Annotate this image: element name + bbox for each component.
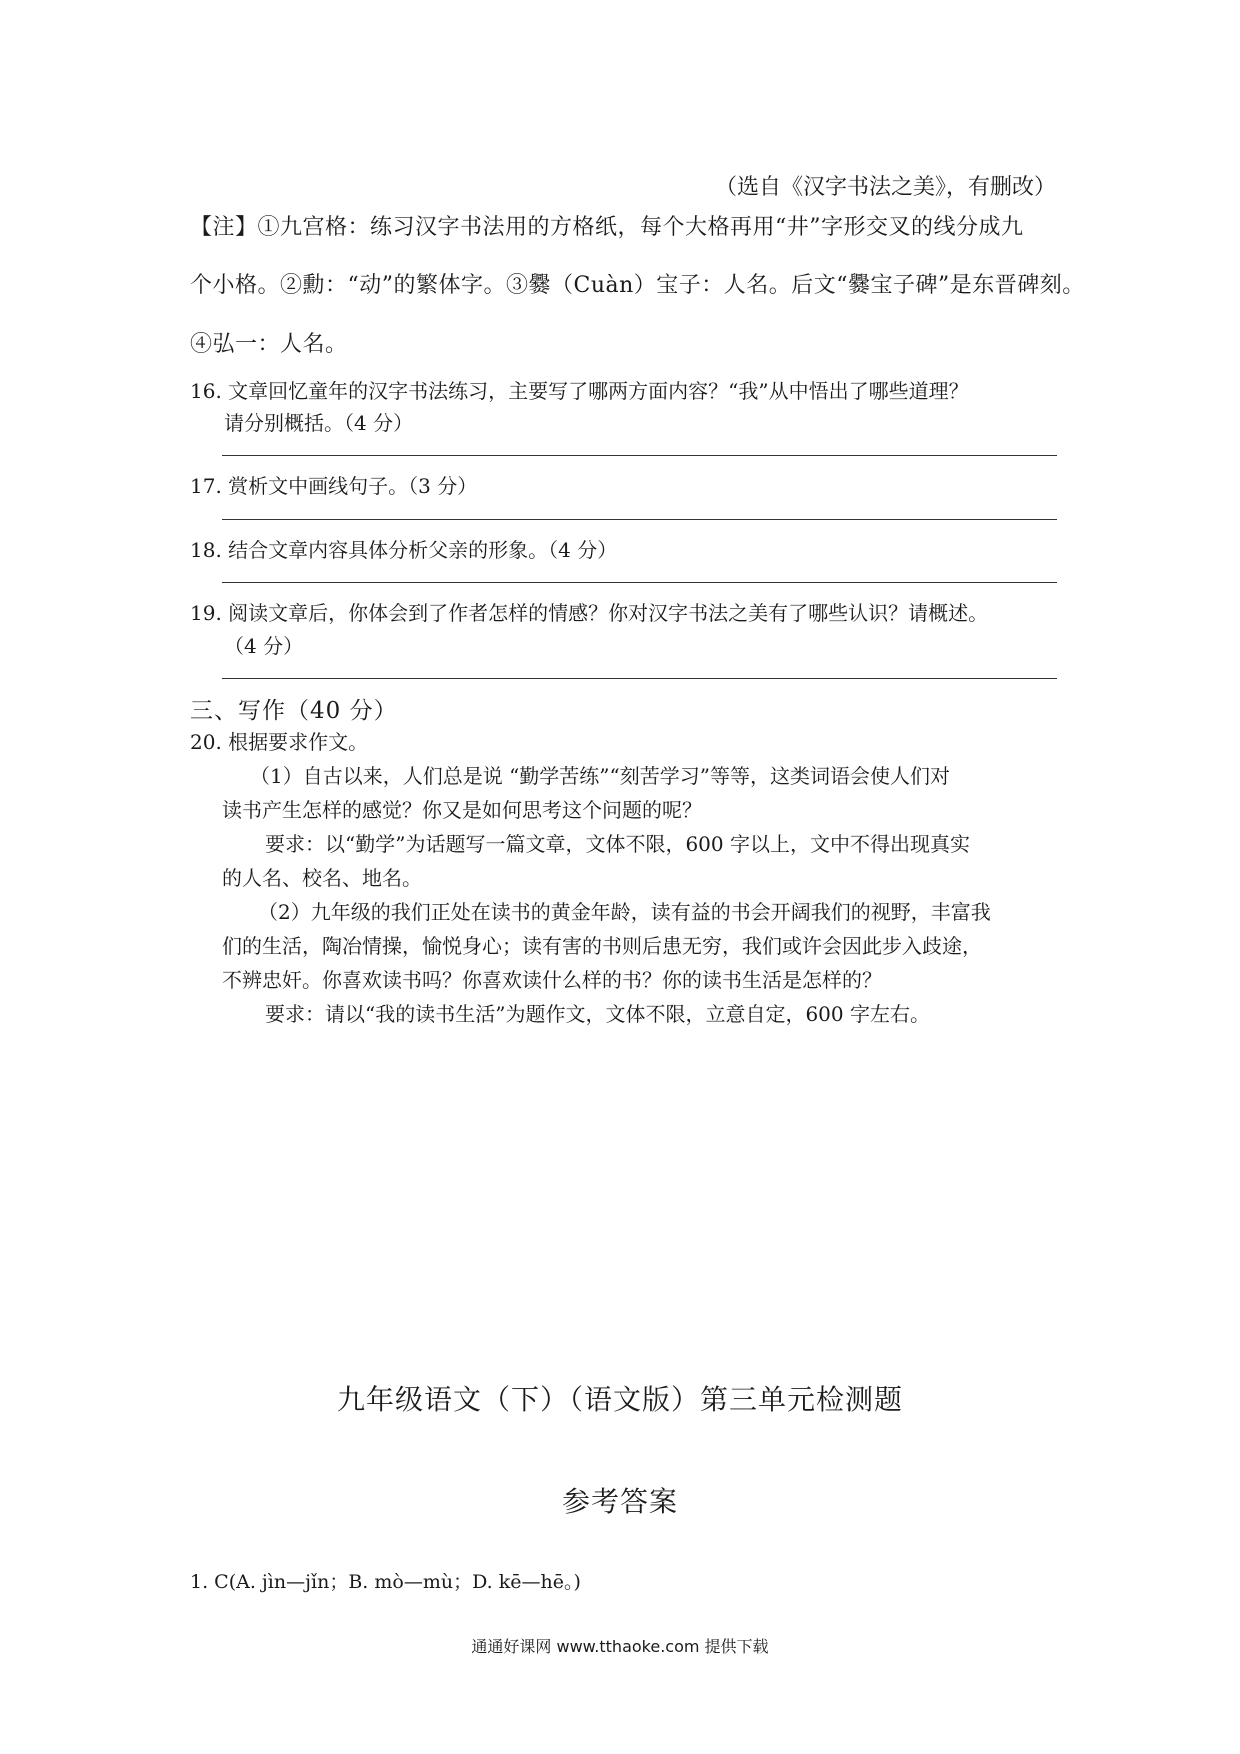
question-16-cont: 请分别概括。（4 分） <box>224 411 414 435</box>
answer-line-18 <box>222 582 1057 583</box>
prompt-1-line-1: （1）自古以来，人们总是说 “勤学苦练”“刻苦学习”等等，这类词语会使人们对 <box>250 764 950 788</box>
question-19-cont: （4 分） <box>224 634 304 658</box>
prompt-2-line-3: 不辨忠奸。你喜欢读书吗？你喜欢读什么样的书？你的读书生活是怎样的？ <box>222 968 882 992</box>
requirement-1-line-1: 要求：以“勤学”为话题写一篇文章，文体不限，600 字以上，文中不得出现真实 <box>265 832 970 856</box>
answer-1: 1. C(A. jìn—jǐn；B. mò—mù；D. kē—hē。) <box>190 1571 581 1593</box>
prompt-2-line-2: 们的生活，陶冶情操，愉悦身心；读有害的书则后患无穷，我们或许会因此步入歧途， <box>222 934 982 958</box>
answer-section-title: 九年级语文（下）（语文版）第三单元检测题 <box>336 1383 903 1416</box>
note-line-2: 个小格。②勳：“动”的繁体字。③爨（Cuàn）宝子：人名。后文“爨宝子碑”是东晋碑刻。 <box>190 273 1085 298</box>
footer-credit: 通通好课网 www.tthaoke.com 提供下载 <box>471 1637 769 1656</box>
section-heading-writing: 三、写作（40 分） <box>190 698 398 724</box>
answer-line-16 <box>222 455 1057 456</box>
question-20: 20. 根据要求作文。 <box>190 730 369 754</box>
note-line-3: ④弘一：人名。 <box>190 332 348 357</box>
requirement-2: 要求：请以“我的读书生活”为题作文，文体不限，立意自定，600 字左右。 <box>265 1002 930 1026</box>
prompt-1-line-2: 读书产生怎样的感觉？你又是如何思考这个问题的呢？ <box>222 798 702 822</box>
question-17: 17. 赏析文中画线句子。（3 分） <box>190 474 478 498</box>
source-citation: （选自《汉字书法之美》，有删改） <box>715 175 1057 200</box>
question-19: 19. 阅读文章后，你体会到了作者怎样的情感？你对汉字书法之美有了哪些认识？请概述。 <box>190 601 989 625</box>
question-18: 18. 结合文章内容具体分析父亲的形象。（4 分） <box>190 538 618 562</box>
answer-section-subtitle: 参考答案 <box>561 1485 678 1518</box>
requirement-1-line-2: 的人名、校名、地名。 <box>222 866 422 890</box>
answer-line-19 <box>222 678 1057 679</box>
prompt-2-line-1: （2）九年级的我们正处在读书的黄金年龄，读有益的书会开阔我们的视野，丰富我 <box>258 900 991 924</box>
answer-line-17 <box>222 519 1057 520</box>
question-16: 16. 文章回忆童年的汉字书法练习，主要写了哪两方面内容？“我”从中悟出了哪些道理？ <box>190 379 969 403</box>
note-line-1: 【注】①九宫格：练习汉字书法用的方格纸，每个大格再用“井”字形交叉的线分成九 <box>190 215 1024 240</box>
